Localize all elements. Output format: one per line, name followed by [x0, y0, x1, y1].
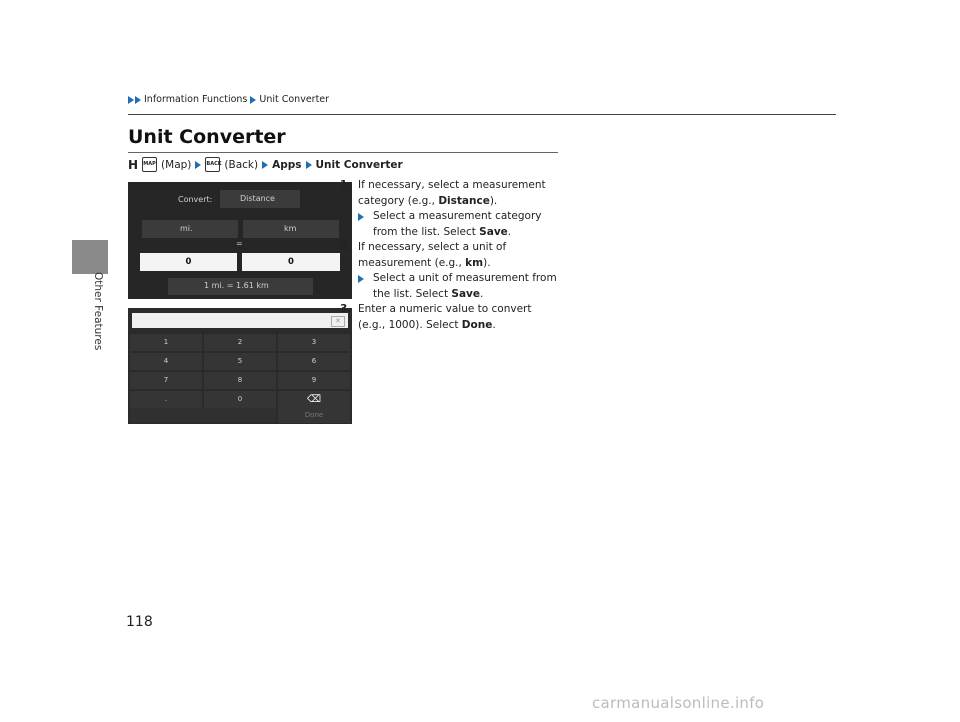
arrow-icon: [262, 161, 268, 169]
page-title: Unit Converter: [128, 126, 286, 148]
section-tab-marker: [72, 240, 108, 274]
arrow-icon: [135, 96, 141, 104]
title-divider: [128, 152, 558, 153]
breadcrumb-item[interactable]: Information Functions: [144, 94, 248, 105]
conversion-ratio: 1 mi. = 1.61 km: [168, 278, 313, 295]
arrow-icon: [195, 161, 201, 169]
home-icon: H: [128, 157, 139, 172]
key-5[interactable]: 5: [204, 353, 276, 370]
backspace-icon[interactable]: ⌫: [278, 391, 350, 408]
watermark: carmanualsonline.info: [592, 694, 765, 712]
value-right-field[interactable]: 0: [242, 253, 340, 271]
step-2-substep: Select a unit of measurement from the list. Select Save.: [358, 271, 560, 302]
map-text: (Map): [161, 158, 192, 171]
key-8[interactable]: 8: [204, 372, 276, 389]
step-1-substep: Select a measurement category from the list. Select Save.: [358, 209, 560, 240]
back-text: (Back): [224, 158, 259, 171]
navigation-path: [128, 157, 403, 172]
key-0[interactable]: 0: [204, 391, 276, 408]
unit-converter-label: Unit Converter: [315, 158, 403, 171]
keypad-spacer: [130, 408, 276, 423]
value-left-field[interactable]: 0: [140, 253, 237, 271]
category-selector[interactable]: [220, 190, 300, 208]
key-6[interactable]: 6: [278, 353, 350, 370]
arrow-icon: [358, 213, 364, 221]
step-3: 3. Enter a numeric value to convert (e.g., 1000). Select Done.: [340, 303, 532, 331]
key-2[interactable]: 2: [204, 334, 276, 351]
category-value: Distance: [240, 194, 275, 203]
convert-label: Convert:: [178, 195, 213, 204]
back-key-icon: BACK: [205, 157, 220, 172]
map-key-icon: MAP: [142, 157, 157, 172]
key-3[interactable]: 3: [278, 334, 350, 351]
page-number: 118: [126, 614, 153, 630]
converter-screenshot: [128, 182, 352, 299]
done-button[interactable]: Done: [278, 408, 350, 423]
breadcrumb-item[interactable]: Unit Converter: [259, 94, 330, 105]
unit-left-selector[interactable]: mi.: [142, 220, 238, 238]
breadcrumb: [128, 94, 329, 105]
numeric-input-field[interactable]: [132, 313, 348, 328]
step-2: 2. If necessary, select a unit of measurement (e.g., km). Select a unit of measurement from the list. Select Save.: [340, 240, 560, 302]
arrow-icon: [306, 161, 312, 169]
key-4[interactable]: 4: [130, 353, 202, 370]
arrow-icon: [358, 275, 364, 283]
clear-icon[interactable]: ✕: [331, 316, 345, 327]
step-1: 1. If necessary, select a measurement category (e.g., Distance). Select a measurement category from the list. Select Save.: [340, 178, 560, 240]
apps-label: Apps: [272, 158, 302, 171]
key-9[interactable]: 9: [278, 372, 350, 389]
keypad-screenshot: [128, 308, 352, 424]
key-decimal[interactable]: .: [130, 391, 202, 408]
key-7[interactable]: 7: [130, 372, 202, 389]
header-divider: [128, 114, 836, 115]
unit-right-selector[interactable]: km: [243, 220, 339, 238]
instruction-steps: [340, 178, 560, 333]
section-label: Other Features: [92, 272, 104, 351]
arrow-icon: [250, 96, 256, 104]
arrow-icon: [128, 96, 134, 104]
equals-sign: =: [236, 239, 243, 248]
key-1[interactable]: 1: [130, 334, 202, 351]
